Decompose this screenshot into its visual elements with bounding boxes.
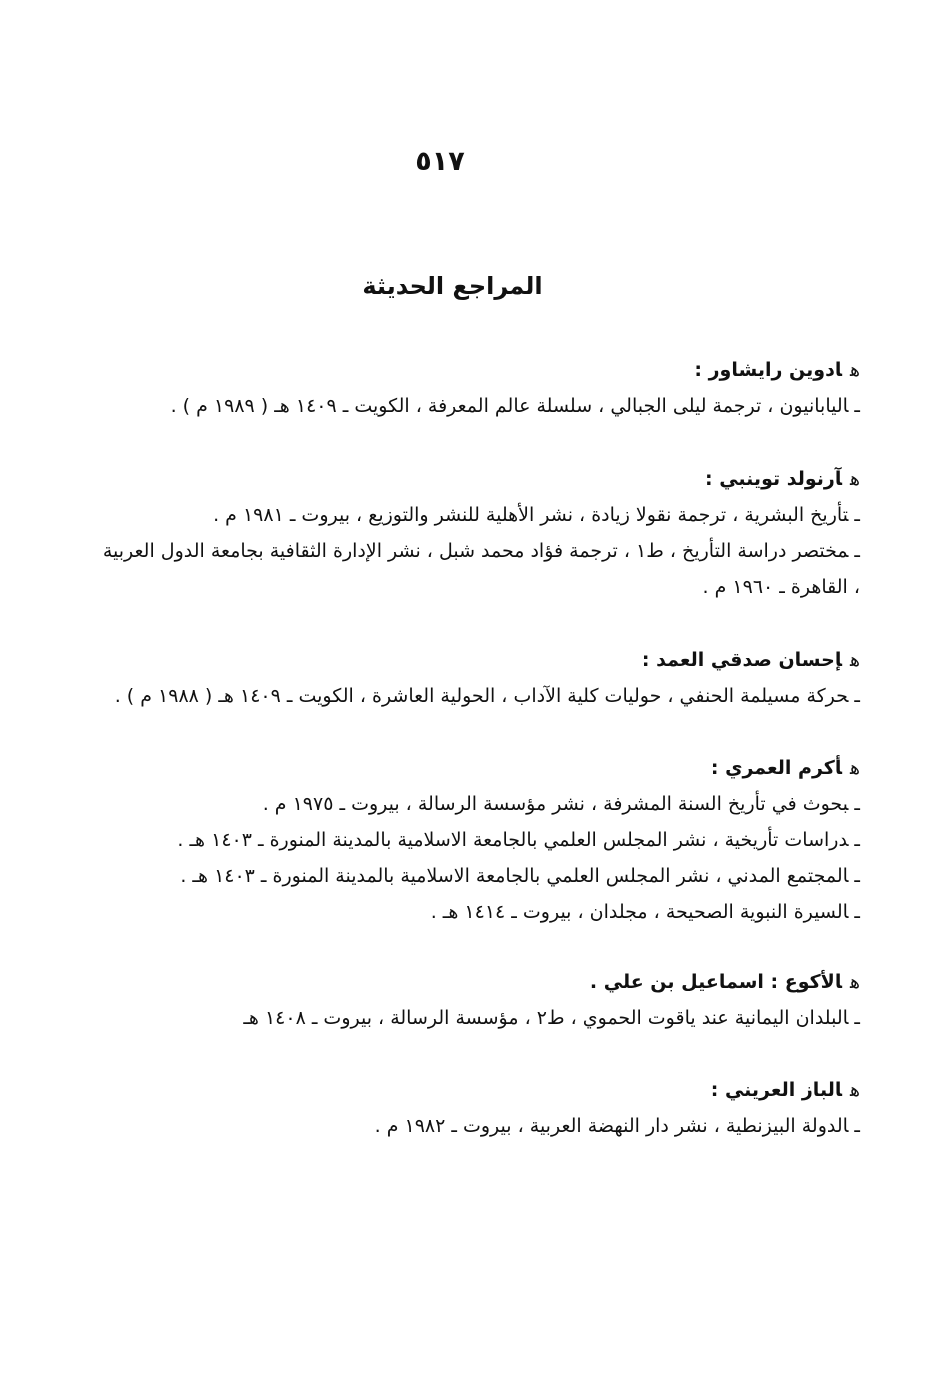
reference-entry [100, 1108, 860, 1144]
references-list [100, 352, 860, 1178]
reference-text: السيرة النبوية الصحيحة ، مجلدان ، بيروت ـ ١٤١٤ هـ . [430, 901, 849, 923]
dash-mark: ـ [854, 793, 860, 815]
bullet-mark: ه [849, 649, 860, 671]
author-line [100, 461, 860, 497]
dash-mark: ـ [854, 685, 860, 707]
reference-entry [100, 388, 860, 424]
bullet-mark: ه [849, 359, 860, 381]
dash-mark: ـ [854, 1115, 860, 1137]
reference-group [100, 750, 860, 930]
reference-entry [100, 822, 860, 858]
reference-text: تأريخ البشرية ، ترجمة نقولا زيادة ، نشر الأهلية للنشر والتوزيع ، بيروت ـ ١٩٨١ م . [213, 504, 849, 526]
reference-group [100, 352, 860, 424]
reference-entry [100, 497, 860, 533]
author-name: إحسان صدقي العمد : [641, 649, 842, 671]
bullet-mark: ه [849, 971, 860, 993]
reference-entry [100, 678, 860, 714]
author-name: ادوين رايشاور : [694, 359, 842, 381]
reference-text: المجتمع المدني ، نشر المجلس العلمي بالجامعة الاسلامية بالمدينة المنورة ـ ١٤٠٣ هـ . [180, 865, 849, 887]
author-line [100, 642, 860, 678]
section-heading: المراجع الحديثة [362, 272, 543, 300]
reference-entry [100, 1000, 860, 1036]
reference-group [100, 1072, 860, 1144]
reference-text: مختصر دراسة التأريخ ، ط١ ، ترجمة فؤاد محمد شبل ، نشر الإدارة الثقافية بجامعة الدول العربية ، القاهرة ـ ١٩٦٠ م . [102, 540, 860, 598]
reference-text: بحوث في تأريخ السنة المشرفة ، نشر مؤسسة الرسالة ، بيروت ـ ١٩٧٥ م . [262, 793, 849, 815]
reference-entry [100, 858, 860, 894]
dash-mark: ـ [854, 504, 860, 526]
reference-entry [100, 533, 860, 605]
dash-mark: ـ [854, 901, 860, 923]
reference-entry [100, 894, 860, 930]
reference-text: حركة مسيلمة الحنفي ، حوليات كلية الآداب ، الحولية العاشرة ، الكويت ـ ١٤٠٩ هـ ( ١٩٨٨ م ) . [114, 685, 849, 707]
author-line [100, 352, 860, 388]
author-line [100, 964, 860, 1000]
bullet-mark: ه [849, 468, 860, 490]
dash-mark: ـ [854, 829, 860, 851]
dash-mark: ـ [854, 1007, 860, 1029]
author-name: الباز العريني : [710, 1079, 842, 1101]
dash-mark: ـ [854, 865, 860, 887]
author-line [100, 750, 860, 786]
reference-text: البلدان اليمانية عند ياقوت الحموي ، ط٢ ، مؤسسة الرسالة ، بيروت ـ ١٤٠٨ هـ [243, 1007, 849, 1029]
reference-group [100, 642, 860, 714]
dash-mark: ـ [854, 395, 860, 417]
bullet-mark: ه [849, 1079, 860, 1101]
reference-text: اليابانيون ، ترجمة ليلى الجبالي ، سلسلة عالم المعرفة ، الكويت ـ ١٤٠٩ هـ ( ١٩٨٩ م ) . [170, 395, 849, 417]
reference-entry [100, 786, 860, 822]
author-name: الأكوع : اسماعيل بن علي . [589, 971, 842, 993]
author-name: آرنولد توينبي : [704, 468, 842, 490]
reference-text: الدولة البيزنطية ، نشر دار النهضة العربية ، بيروت ـ ١٩٨٢ م . [374, 1115, 849, 1137]
reference-group [100, 461, 860, 605]
author-name: أكرم العمري : [710, 757, 842, 779]
page-number: ٥١٧ [415, 146, 465, 177]
bullet-mark: ه [849, 757, 860, 779]
author-line [100, 1072, 860, 1108]
reference-text: دراسات تأريخية ، نشر المجلس العلمي بالجامعة الاسلامية بالمدينة المنورة ـ ١٤٠٣ هـ . [177, 829, 849, 851]
dash-mark: ـ [854, 540, 860, 562]
reference-group [100, 964, 860, 1036]
